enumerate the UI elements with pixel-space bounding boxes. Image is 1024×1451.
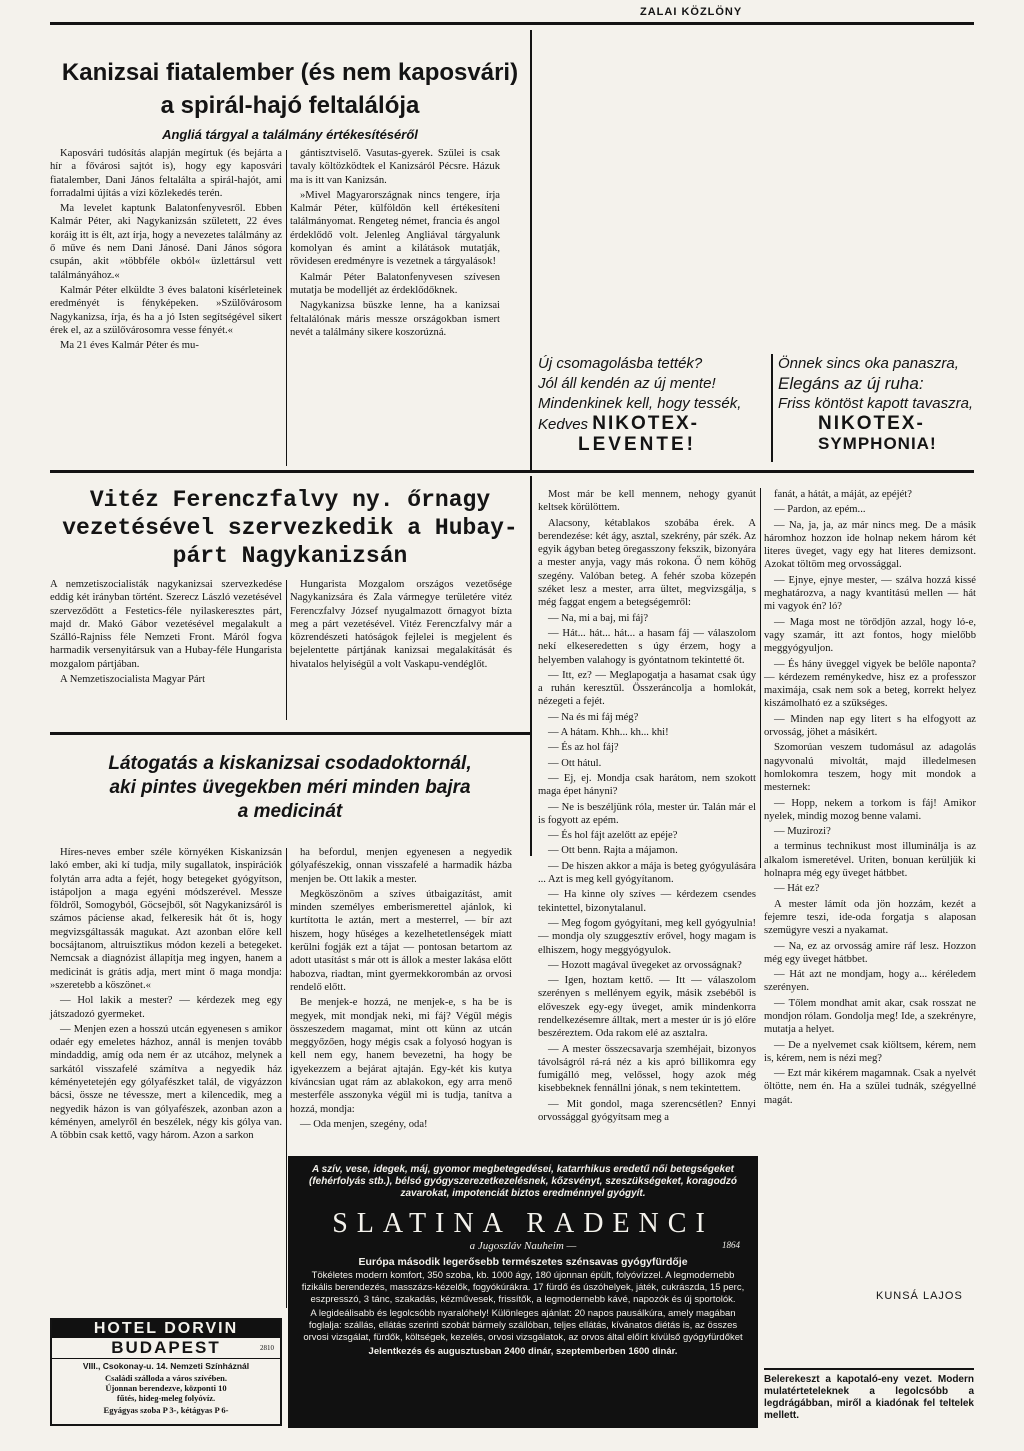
article3-title-line2: aki pintes üvegekben méri minden bajra [109,777,471,798]
ad-intro: A szív, vese, idegek, máj, gyomor megbetegedései, katarrhikus eredetű női betegségeket (fehérfolyás stb.), bélsó gyógyszerezetkezelésnek, kőzsvényt, szeszükségeket, koragodzó zavarokat, impotenciát biztos eredménnyel gyógyít. [309,1164,737,1199]
section-rule [764,1368,974,1370]
ad-line: Kedves [538,416,589,433]
article1-subtitle: Angliá tárgyal a találmány értékesítéséről [162,127,418,142]
hotel-dorvin-ad [50,1318,282,1426]
article3-paragraph: — Ott benn. Rajta a májamon. [548,845,678,857]
ad-line: Önnek sincs oka panaszra, [778,355,959,372]
article3-paragraph: Most már be kell mennem, nehogy gyanút keltsek körülöttem. [538,489,756,514]
article3-paragraph: — Na, mi a baj, mi fáj? [548,612,649,624]
hotel-city-row [52,1338,280,1358]
ad-year: 1864 [722,1240,740,1250]
ad-line: Elegáns az új ruha: [778,374,924,393]
article3-column-2 [290,846,512,1146]
article3-paragraph: — Meg fogom gyógyítani, meg kell gyógyulnia! — mondja oly szuggesztív erővel, hogy magam is elhiszem, hogy meggyógyulok. [538,917,756,956]
section-rule [50,470,974,473]
article3-paragraph: a terminus technikust most illuminálja is az alkalom ismeretével. Uriten, bonuan kerüljük ki holnapra még egy üveget hátbbet. [764,841,976,880]
masthead: ZALAI KÖZLÖNY [640,6,743,18]
article3-paragraph: — És az hol fáj? [548,742,619,754]
ad-line: Friss köntöst kapott tavaszra, [778,395,974,412]
article3-paragraph: — Muzirozi? [774,826,831,838]
nikotex-symphonia-ad [778,354,978,464]
article1-paragraph: gántisztviselő. Vasutas-gyerek. Szülei is csak tavaly költözködtek el Kanizsáról Pécsre. Házuk ma is itt van Kanizsán. [290,148,500,186]
article3-paragraph: A mester lámít oda jön hozzám, kezét a fejemre teszi, ide-oda forgatja s alaposan szemügyre veszi a nyakamat. [764,898,976,937]
brand-name: NIKOTEX- [592,413,699,434]
article1-paragraph: »Mivel Magyarországnak nincs tengere, írja Kalmár Péter, külföldön kell értékesíteni találmányomat. Rengeteg német, francia és angol érdeklődő volt. Jelenleg Angliával tárgyalunk komolyan és amint a kilátások mutatják, rövidesen eredményre is vezetnek a tárgyalások! [290,189,500,268]
article3-paragraph: — Menjen ezen a hosszú utcán egyenesen s amikor odaér egy emeletes házhoz, annál is menjen tovább mindaddig, amíg oda nem ér az utcához, melynek a sarkától visszafelé számítva a negyedik ház kéményetetején egy gólyafészket talál, de vigyázzon bácsi, össze ne tévessze, mert a kilencedik, meg a negyedik házon is van gólyafészek, azonban azon a kéményen, amelyről én beszélek, négy kis gólya van. A többin csak kettő, vagy három. Azon a sarkon [50,1023,282,1142]
article3-paragraph: — Itt, ez? — Meglapogatja a hasamat csak úgy a ruhán keresztül. Összeráncolja a homlokát, nézegeti a fejét. [538,669,756,708]
article3-paragraph: — Maga most ne törődjön azzal, hogy ló-e, vagy szamár, itt azt fontos, hogy mielőbb meggyógyuljon. [764,616,976,655]
article1-paragraph: Nagykanizsa büszke lenne, ha a kanizsai feltalálónak máris messze országokban ismert nevét a találmány sikere koszorúzná. [290,300,500,338]
article2-paragraph: Hungarista Mozgalom országos vezetősége Nagykanizsára és Zala vármegye területére vitéz Ferenczfalvy József nyugalmazott őrnagyot bízta meg a párt vezetésével. Vitéz Ferenczfalvy már a közrendészeti hatóságok fejlelei is megjelent és bejelentette pártjának kanizsai megalakítását és hivatalos helyiségül a volt Vaskapu-vendéglőt. [290,579,512,670]
top-rule [50,22,974,25]
article3-paragraph: — Na, ez az orvosság amire ráf lesz. Hozzon még egy üveget hátbbet. [764,940,976,965]
ad-offer: A legideálisabb és legolcsóbb nyaralóhely! Különleges ajánlat: 20 napos pausálkúra, amely magában foglalja: szállás, ellátás szerinti szobát bármely szállóban, teljes ellátás, kívánatos diétás is, az összes orvosi vizsgálat, fürdők, költségek, kezelés, orvosi vizsgálatok, az orvos által előírt kívülső gyógyfürdőket [303,1308,743,1343]
article1-paragraph: Ma 21 éves Kalmár Péter és mu- [60,340,199,352]
article3-paragraph: — Minden nap egy litert s ha elfogyott az orvosság, jöhet a másikért. [764,713,976,739]
article3-paragraph: — Ezt már kikérem magamnak. Csak a nyelvét öltötte, nem én. Ha a szülei tudnák, szégyellné magát. [764,1068,976,1106]
article3-paragraph: Híres-neves ember széle környéken Kiskanizsán lakó ember, aki kí tudja, mily sugallatok, inspirációk folytán arra adta a fejét, hogy betegeket gyógyítson, istápoljon a maga egyéni módszerével. Messze földről, Somogyból, Göcsejből, sőt Nagykanizsáról is számos páciense akad, felkeresik hát őt is, hogy megvizsgáltassák magukat. Azt azonban előre kell bocsájtanom, altruisztikus módon kezeli a betegeket. Nemcsak a diagnózist állapítja meg ingyen, hanem a medicinát is grátis adja, mert mint ő maga mondja: »szeretebb a köszönet.« [50,847,282,991]
article1-column-1 [50,147,282,469]
article3-paragraph: — Hopp, nekem a torkom is fáj! Amikor nyelek, mindig mozog benne valami. [764,797,976,822]
article3-column-3 [538,488,756,1124]
article3-paragraph: Alacsony, kétablakos szobába érek. A berendezése: két ágy, asztal, szekrény, pár szék. Az egyik ágyban beteg öregasszony fekszik, bizonyára a mester anyja, vagy más rokona. Ő nem köhög szegény. Valóban beteg. A fehér szoba közepén széket lesz a mester, arra ültet, megvizsgálja, s még faggat engem a betegségemről: [538,517,756,609]
hotel-line: Családi szálloda a város szívében. [105,1373,227,1383]
article3-paragraph: — Hát azt ne mondjam, hogy a... kéréledem szerényen. [764,969,976,994]
article2-paragraph: A Nemzetiszocialista Magyar Párt [60,674,206,686]
brand-name-row [538,435,768,456]
article3-paragraph: — Ej, ej. Mondja csak harátom, nem szokott maga épet hányni? [538,772,756,798]
section-rule [50,732,530,735]
column-divider [286,150,287,466]
article2-title: Vitéz Ferenczfalvy ny. őrnagy vezetésével szervezkedik a Hubay-párt Nagykanizsán [62,487,518,569]
hotel-address: VIII., Csokonay-u. 14. Nemzeti Színháznál [52,1358,280,1371]
article2-column-2 [290,578,512,728]
hotel-code: 2810 [260,1344,274,1352]
brand-name: NIKOTEX- [818,413,925,434]
hotel-line: Újonnan berendezve, központi 10 [105,1383,227,1393]
ad-line: Mindenkinek kell, hogy tessék, [538,395,742,412]
ad-location-row [290,1240,756,1252]
ad-location: a Jugoszláv Nauheim — [469,1240,577,1252]
brand-sub: LEVENTE! [578,434,696,455]
article3-paragraph: — Mit gondol, maga szerencsétlen? Ennyi orvossággal gyógyítsam meg a [538,1098,756,1124]
column-divider [286,580,287,720]
article3-paragraph: — Hol lakik a mester? — kérdezek meg egy játszadozó gyermeket. [50,995,282,1020]
article3-paragraph: fanát, a hátát, a máját, az epéjét? [774,489,912,500]
column-divider [760,488,761,868]
article1-paragraph: Kalmár Péter elküldte 3 éves balatoni kísérleteinek eredményét is fényképeken. »Szülővárosom Nagykanizsa, írja, és ha a jó Isten segítségével sikert érek el, az a szülővárosomra vesse fényét.« [50,284,282,336]
article3-paragraph: — Ne is beszéljünk róla, mester úr. Talán már el is fogyott az epém. [538,801,756,826]
article3-paragraph: — Oda menjen, szegény, oda! [300,1118,428,1130]
ad-body: Tökéletes modern komfort, 350 szoba, kb. 1000 ágy, 180 újonnan épült, folyóvízzel. A legmodernebb fizikális berendezés, masszázs-kézelők, fogyókúrákra. 17 fürdő és úszóhelyek, játék, cukrászda, 15 perc, eszpresszó, 3 tánc, szakadás, kézművesek, frissítők, a legmodernebb kávé, napozók és új sportolók. [301,1270,745,1305]
ad-headline: Európa második legerősebb természetes szénsavas gyógyfürdője [358,1256,688,1268]
hotel-line: fűtés, hideg-meleg folyóvíz. [116,1393,216,1403]
article1-column-2 [290,147,500,469]
article3-paragraph: — És hány üveggel vigyek be belőle naponta? — kérdezem reménykedve, hisz ez a professzor maximája, csak nem sok a beteg, korrekt helyez kiszámolható ez a szükséges. [764,658,976,710]
article2-column-1 [50,578,282,728]
article3-title-line3: a medicinát [237,801,343,822]
brand-sub: SYMPHONIA! [818,434,937,453]
article2-paragraph: A nemzetiszocialisták nagykanizsai szervezkedése eddig két irányban történt. Szerecz László vezetésével szerveződött a Festetics-féle nyilaskeresztes párt, majd dr. Makó Gábor vezetésével megalakult a Szálló-Rajniss féle Nemzeti Front. Máról fogva harmadik versenyitársuk van a Hubay-féle Hungarista mozgalom pártjában. [50,579,282,670]
article3-paragraph: — Pardon, az epém... [774,504,866,516]
vertical-rule [530,30,532,470]
article3-paragraph: — De a nyelvemet csak kiöltsem, kérem, nem is, kérem, nem is nézi meg? [764,1039,976,1064]
hotel-line: Egyágyas szoba P 3-, kétágyas P 6- [103,1405,229,1415]
article1-paragraph: Ma levelet kaptunk Balatonfenyvesről. Ebben Kalmár Péter, aki Nagykanizsán született, 22 éves koráig itt is élt, azt írja, hogy a nevezetes találmány az ő műve és nem Dani Jánosé. Dani János sógora csupán, akit »többféle okból« üzlettársul vett találmányához.« [50,203,282,281]
article3-paragraph: — De hiszen akkor a mája is beteg gyógyulására ... Azt is meg kell gyógyítanom. [538,860,756,886]
ad-divider [771,354,773,462]
article3-paragraph: Szomorúan veszem tudomásul az adagolás nagyvonalú mivoltát, majd illedelmesen homlokomra teszem, hogy mit mondok a mesternek: [764,742,976,794]
article3-paragraph: Megköszönöm a szíves útbaigazítást, amit minden személyes emberismerettel ajánlok, ki kurtította le aztán, mert a mesterrel, — bír azt hiszem, hogy hűséges a kezelhetetlenségek miatt kerülni fogják ezt a tájat — pontosan betartom az adott utasítást s már ott is állok a mester lakása előtt habozva, riadtan, mint gyermekkorombán az orvosi rendelő előtt. [290,888,512,993]
article3-paragraph: — Igen, hoztam kettő. — Itt — válaszolom szerényen s mellényem egyik, másik zsebéből is előveszek egy-egy üveget, amik mindenkorra rendelkezésemre álltak, mert a mester úr is jó előre beszéreztem. Oda rakom elé az asztalra. [538,975,756,1040]
hotel-city: BUDAPEST [111,1338,221,1357]
column-divider [286,848,287,1308]
ad-line: Jól áll kendén az új mente! [538,375,716,392]
article3-paragraph: — Hozott magával üvegeket az orvosságnak? [548,959,742,971]
article1-paragraph: Kalmár Péter Balatonfenyvesen szívesen mutatja be modelljét az érdeklődőknek. [290,271,500,296]
nikotex-levente-ad [538,354,768,464]
slatina-radenci-ad [288,1156,758,1428]
article3-title-line1: Látogatás a kiskanizsai csodadoktornál, [108,753,472,774]
article1-title-line1: Kanizsai fiatalember (és nem kaposvári) [61,59,519,86]
article3-paragraph: — Ejnye, ejnye mester, — szálva hozzá kissé meghatározva, a nagy kvantitású mellen — hát mi vagyok én? ló? [764,574,976,613]
article3-paragraph: — A hátam. Khh... kh... khi! [548,727,669,739]
author-signature: KUNSÁ LAJOS [876,1290,963,1302]
article3-paragraph: — És hol fájt azelőtt az epéje? [548,830,678,842]
ad-name: SLATINA RADENCI [332,1208,714,1239]
article3-column-4 [764,488,976,1288]
article3-paragraph: — Na és mi fáj még? [548,711,639,723]
ad-footer: Jelentkezés és augusztusban 2400 dinár, szeptemberben 1600 dinár. [368,1346,678,1357]
vertical-rule [530,476,532,856]
article3-paragraph: — A mester összecsavarja szemhéjait, bizonyos távolságról rá-rá néz a kis apró billikomra egy fumigálló meg, velőssel, hogy azok még kisebbeknek fennállni jónak, s nem tekintettem. [538,1043,756,1095]
article3-paragraph: — Tőlem mondhat amit akar, csak rosszat ne mondjon rólam. Gondolja meg! Ide, a szekrényre, mutatja a helyet. [764,997,976,1036]
article3-paragraph: ha befordul, menjen egyenesen a negyedik gólyafészekig, onnan visszafelé a harmadik házba menjen be. Ott lakik a mester. [290,847,512,885]
hotel-name: HOTEL DORVIN [52,1320,280,1338]
article3-paragraph: Be menjek-e hozzá, ne menjek-e, s ha be is megyek, mit mondjak neki, mi fáj? Végül mégis összeszedem magamat, mint ott künn az utcán meggyőzően, hogy mégis csak a folyosó hogyan is kell nem egy, hanem bevezetni, ha hogy be igyekezzem a bejárat ajtaján. Egy-két kis kutya kíváncsian ugat rám az ablakokon, egy arra menő mesterféle asszonyka végül mi is tudja, tanítva a hozzá, mondja: [290,997,512,1115]
ad-line: Új csomagolásba tették? [538,355,703,372]
article1-paragraph: Kaposvári tudósítás alapján megírtuk (és bejárta a hír a fővárosi sajtót is), hogy egy kaposvári fiatalember, Dani János feltalálta a spirál-hajót, ami forradalmi újítás a vízi közlekedés terén. [50,148,282,199]
article3-paragraph: — Na, ja, ja, az már nincs meg. De a másik háromhoz hozzon ide holnap nekem három két literes üveget, vagy egy hat literes demizsont. Azokat töltöm meg orvossággal. [764,519,976,571]
article3-paragraph: — Hát... hát... hát... a hasam fáj — válaszolom nekí elkeseredetten s úgy érzem, hogy a helyemben valahogy is gyóntatnom tekintetté őt. [538,627,756,666]
bottom-notice: Belerekeszt a kapotaló-eny vezet. Modern mulatérteteleknek a legolcsóbb a legdrágábban, miről a kiadónak fel teltelek mellett. [764,1374,974,1421]
article3-paragraph: — Hát ez? [774,883,820,895]
article3-paragraph: — Ott hátul. [548,757,602,769]
article3-column-1 [50,846,282,1314]
article3-paragraph: — Ha kinne oly szíves — kérdezem csendes tekintettel, bizonytalanul. [538,889,756,914]
article1-title-line2: a spirál-hajó feltalálója [160,92,420,119]
